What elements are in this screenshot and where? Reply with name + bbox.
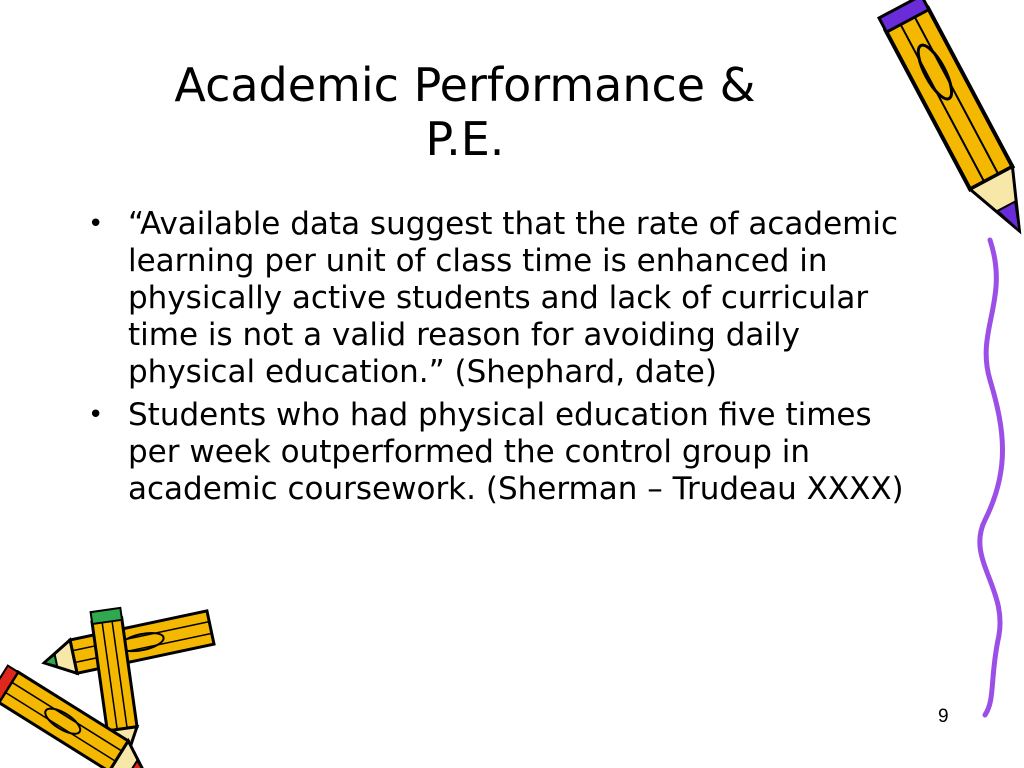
bullet-item xyxy=(88,397,928,508)
bullet-item xyxy=(88,206,928,391)
bullet-text: “Available data suggest that the rate of academic learning per unit of class time is enhanced in physically active students and lack of curricular time is not a valid reason for avoiding daily physical education.” (Shephard, date) xyxy=(128,206,899,390)
title-line-1: Academic Performance & xyxy=(174,58,756,112)
bullet-marker: • xyxy=(88,209,104,239)
bullet-list xyxy=(88,206,928,514)
slide-title xyxy=(100,58,830,166)
page-number: 9 xyxy=(938,706,949,727)
bullet-marker: • xyxy=(88,400,104,430)
title-line-2: P.E. xyxy=(425,112,505,166)
bullet-text: Students who had physical education five times per week outperformed the control group in academic coursework. (Sherman – Trudeau XXXX) xyxy=(128,397,904,507)
